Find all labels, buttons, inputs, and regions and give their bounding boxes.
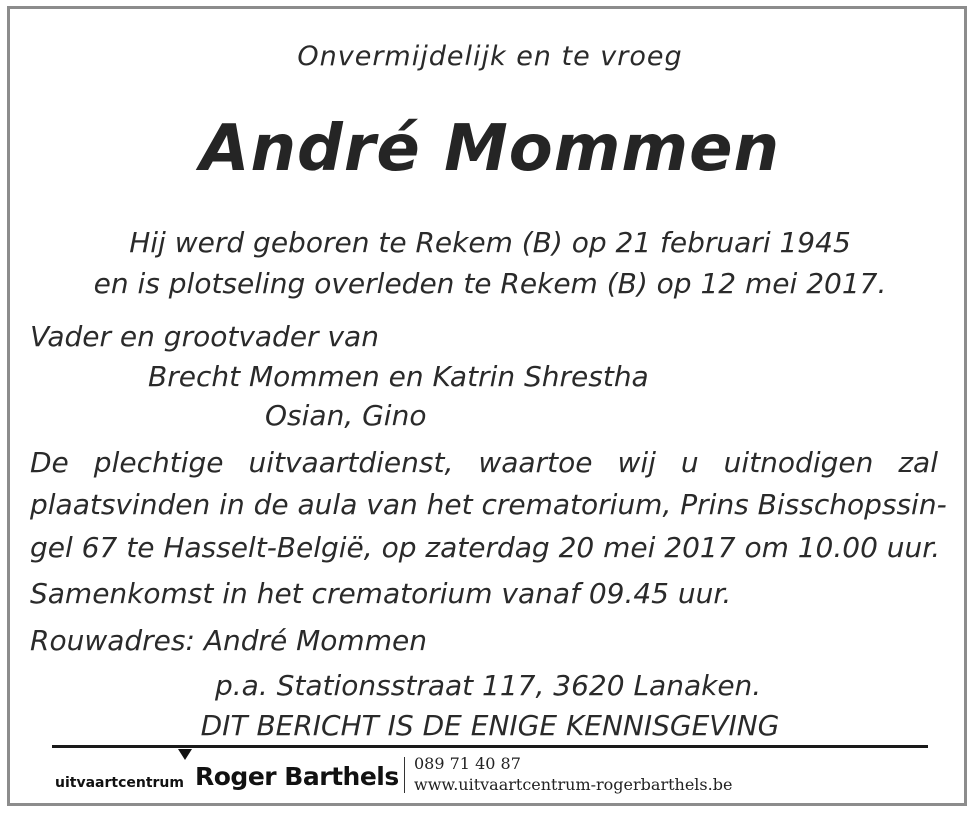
relation-intro: Vader en grootvader van [30, 320, 379, 353]
service-line-3: gel 67 te Hasselt-België, op zaterdag 20 mei 2017 om 10.00 uur. [30, 531, 941, 564]
closing-statement: DIT BERICHT IS DE ENIGE KENNISGEVING [200, 709, 780, 742]
footer-website[interactable]: www.uitvaartcentrum-rogerbarthels.be [414, 775, 733, 794]
footer-small-label: uitvaartcentrum [55, 775, 184, 791]
mourning-address-label: Rouwadres: André Mommen [30, 624, 427, 657]
birth-line: Hij werd geboren te Rekem (B) op 21 februari 1945 [129, 226, 851, 259]
children-names: Brecht Mommen en Katrin Shrestha [148, 360, 649, 393]
deceased-name: André Mommen [199, 112, 781, 186]
grandchildren-names: Osian, Gino [265, 399, 427, 432]
footer-divider [404, 757, 405, 793]
gathering-line: Samenkomst in het crematorium vanaf 09.45 uur. [30, 577, 732, 610]
footer-brand: Roger Barthels [195, 762, 399, 791]
triangle-down-icon [178, 749, 192, 760]
footer-phone: 089 71 40 87 [414, 754, 521, 773]
mourning-address-line: p.a. Stationsstraat 117, 3620 Lanaken. [215, 669, 762, 702]
service-line-1: De plechtige uitvaartdienst, waartoe wij u uitnodigen zal [30, 446, 938, 479]
footer-rule [52, 745, 928, 748]
death-line: en is plotseling overleden te Rekem (B) op 12 mei 2017. [93, 267, 887, 300]
notice-subtitle: Onvermijdelijk en te vroeg [297, 41, 683, 72]
service-line-2: plaatsvinden in de aula van het crematorium, Prins Bisschopssin- [30, 488, 947, 521]
